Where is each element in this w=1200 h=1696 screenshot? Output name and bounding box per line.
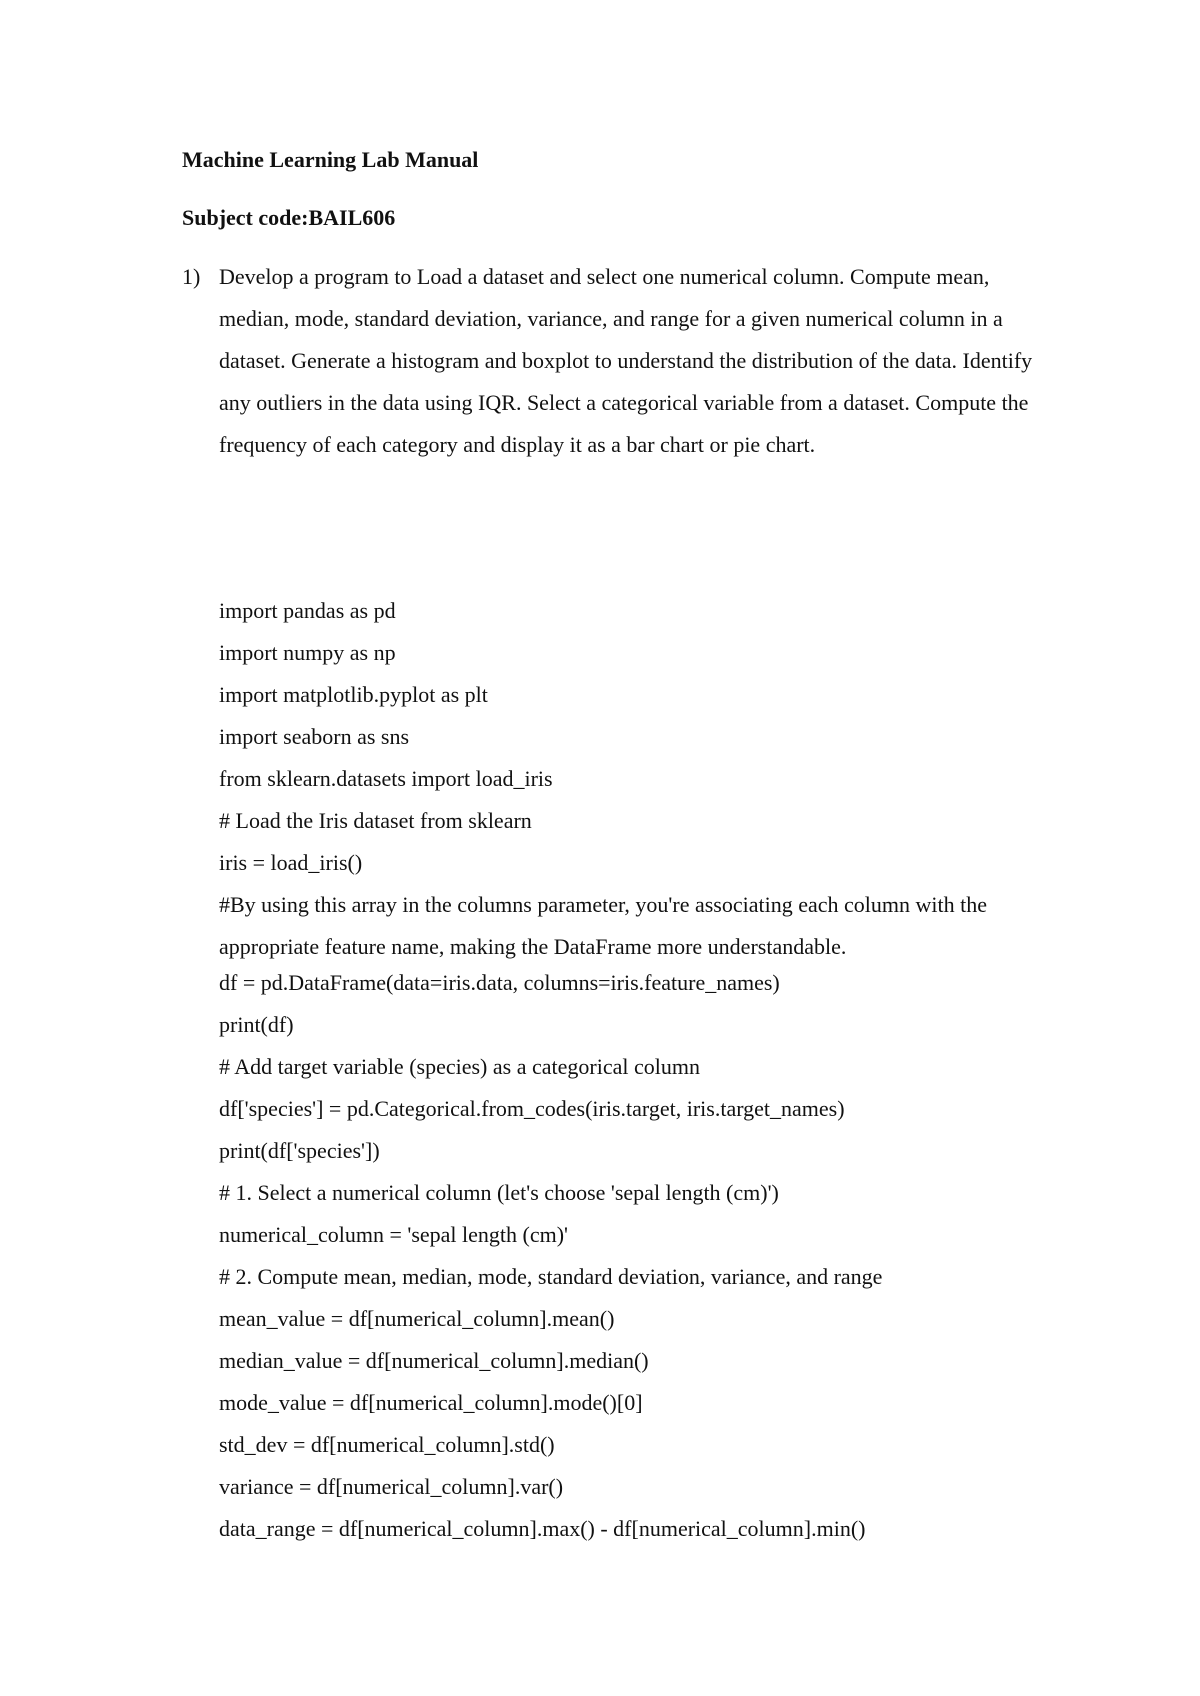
code-line: median_value = df[numerical_column].median() [219, 1348, 649, 1373]
code-line: df = pd.DataFrame(data=iris.data, columns=iris.feature_names) [219, 970, 780, 995]
question-number: 1) [182, 264, 201, 289]
code-line: import numpy as np [219, 640, 396, 665]
code-line: print(df) [219, 1012, 294, 1037]
code-line: numerical_column = 'sepal length (cm)' [219, 1222, 569, 1247]
code-line: print(df['species']) [219, 1138, 380, 1163]
code-line: df['species'] = pd.Categorical.from_codes(iris.target, iris.target_names) [219, 1096, 845, 1121]
code-line: import seaborn as sns [219, 724, 410, 749]
code-block [219, 596, 1079, 1556]
subject-code: Subject code:BAIL606 [182, 205, 396, 230]
code-line: # 2. Compute mean, median, mode, standard deviation, variance, and range [219, 1264, 883, 1289]
page-title: Machine Learning Lab Manual [182, 147, 479, 172]
code-line: # Load the Iris dataset from sklearn [219, 808, 532, 833]
question-text: Develop a program to Load a dataset and select one numerical column. Compute mean, median, mode, standard deviation, variance, and range for a given numerical column in a dataset. Generate a histogram and boxplot to understand the distribution of the data. Identify any outliers in the data using IQR. Select a categorical variable from a dataset. Compute the frequency of each category and display it as a bar chart or pie chart. [219, 264, 1033, 457]
code-line: data_range = df[numerical_column].max() - df[numerical_column].min() [219, 1516, 866, 1541]
code-line: # Add target variable (species) as a categorical column [219, 1054, 700, 1079]
code-line: mode_value = df[numerical_column].mode()[0] [219, 1390, 643, 1415]
code-line: from sklearn.datasets import load_iris [219, 766, 553, 791]
code-line: # 1. Select a numerical column (let's choose 'sepal length (cm)') [219, 1180, 779, 1205]
code-line: import pandas as pd [219, 598, 396, 623]
code-line: mean_value = df[numerical_column].mean() [219, 1306, 615, 1331]
code-line: iris = load_iris() [219, 850, 363, 875]
code-line: std_dev = df[numerical_column].std() [219, 1432, 555, 1457]
code-comment-wrapped: #By using this array in the columns parameter, you're associating each column with the appropriate feature name, making the DataFrame more understandable. [219, 892, 987, 959]
code-line: variance = df[numerical_column].var() [219, 1474, 564, 1499]
code-line: import matplotlib.pyplot as plt [219, 682, 488, 707]
